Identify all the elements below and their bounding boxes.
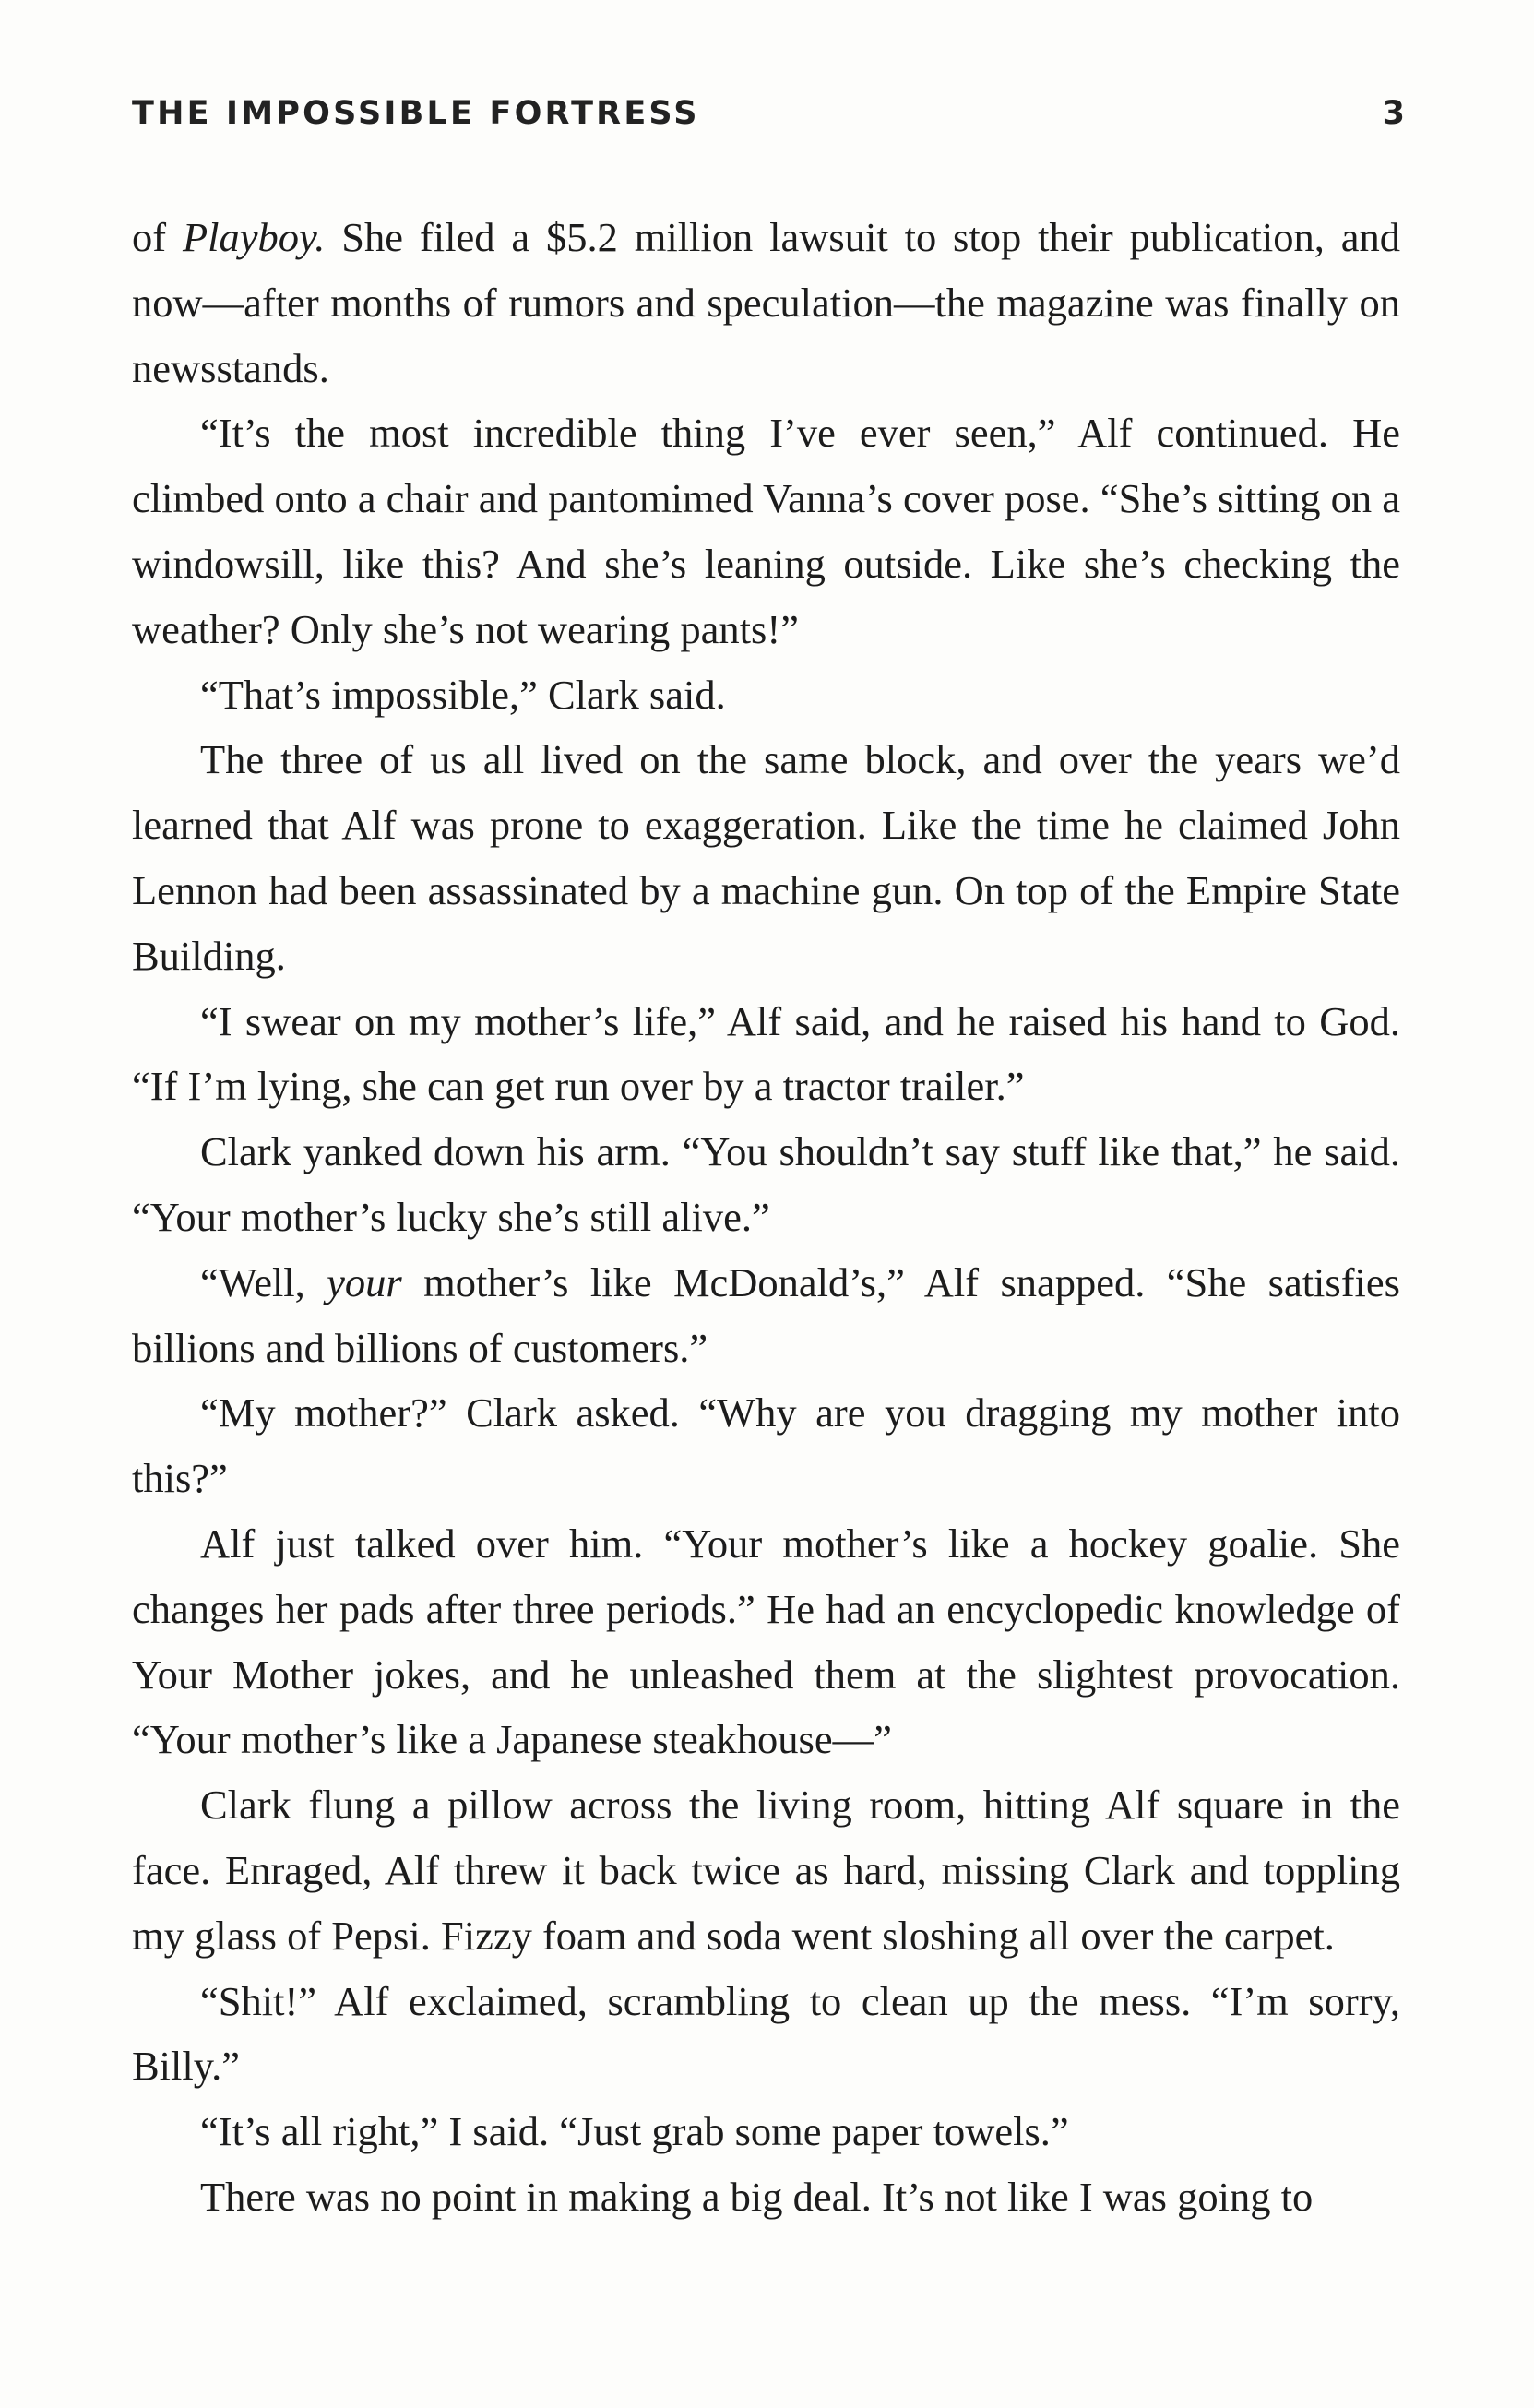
paragraph [132,1119,1400,1250]
text-segment: mother’s like McDonald’s,” Alf snapped. “She satisfies billions and billions of customers.” [132,1258,1400,1371]
paragraph [132,989,1400,1120]
text-segment: of [132,214,183,260]
paragraph [132,1969,1400,2100]
text-segment: “That’s impossible,” Clark said. [200,671,726,718]
text-segment: She filed a $5.2 million lawsuit to stop their publication, and now—after months of rumors and speculation—the magazine was finally on newsstands. [132,214,1400,391]
text-segment: “Shit!” Alf exclaimed, scrambling to clean up the mess. “I’m sorry, Billy.” [132,1977,1400,2090]
italic-text: your [327,1258,402,1305]
text-segment: Clark flung a pillow across the living room, hitting Alf square in the face. Enraged, Alf threw it back twice as hard, missing Clark and toppling my glass of Pepsi. Fizzy foam and soda went sloshing all over the carpet. [132,1782,1400,1959]
paragraph [132,662,1400,728]
text-segment: Clark yanked down his arm. “You shouldn’t say stuff like that,” he said. “Your mother’s lucky she’s still alive.” [132,1128,1400,1240]
italic-text: Playboy. [182,214,326,260]
text-segment: There was no point in making a big deal. It’s not like I was going to [200,2173,1314,2220]
text-segment: The three of us all lived on the same block, and over the years we’d learned that Alf was prone to exaggeration. Like the time he claimed John Lennon had been assassinated by a machine gun. On top of the Empire State Building. [132,736,1400,979]
text-segment: “Well, [200,1258,327,1305]
paragraph [132,2099,1400,2164]
paragraph [132,400,1400,662]
running-head [132,90,1405,137]
running-title: THE IMPOSSIBLE FORTRESS [132,95,700,132]
text-segment: “It’s the most incredible thing I’ve ever seen,” Alf continued. He climbed onto a chair and pantomimed Vanna’s cover pose. “She’s sitting on a windowsill, like this? And she’s leaning outside. Like she’s checking the weather? Only she’s not wearing pants!” [132,410,1400,652]
paragraph [132,205,1400,400]
paragraph [132,1250,1400,1381]
body-text [132,205,1400,2230]
text-segment: “My mother?” Clark asked. “Why are you dragging my mother into this?” [132,1389,1400,1502]
text-segment: “It’s all right,” I said. “Just grab some paper towels.” [200,2108,1069,2155]
paragraph [132,1511,1400,1772]
text-segment: Alf just talked over him. “Your mother’s like a hockey goalie. She changes her pads after three periods.” He had an encyclopedic knowledge of Your Mother jokes, and he unleashed them at the slightest provocation. “Your mother’s like a Japanese steakhouse—” [132,1520,1400,1763]
page-number: 3 [1382,95,1405,132]
text-segment: “I swear on my mother’s life,” Alf said, and he raised his hand to God. “If I’m lying, she can get run over by a tractor trailer.” [132,997,1400,1110]
paragraph [132,2164,1400,2230]
paragraph [132,1380,1400,1511]
paragraph [132,727,1400,988]
paragraph [132,1772,1400,1968]
